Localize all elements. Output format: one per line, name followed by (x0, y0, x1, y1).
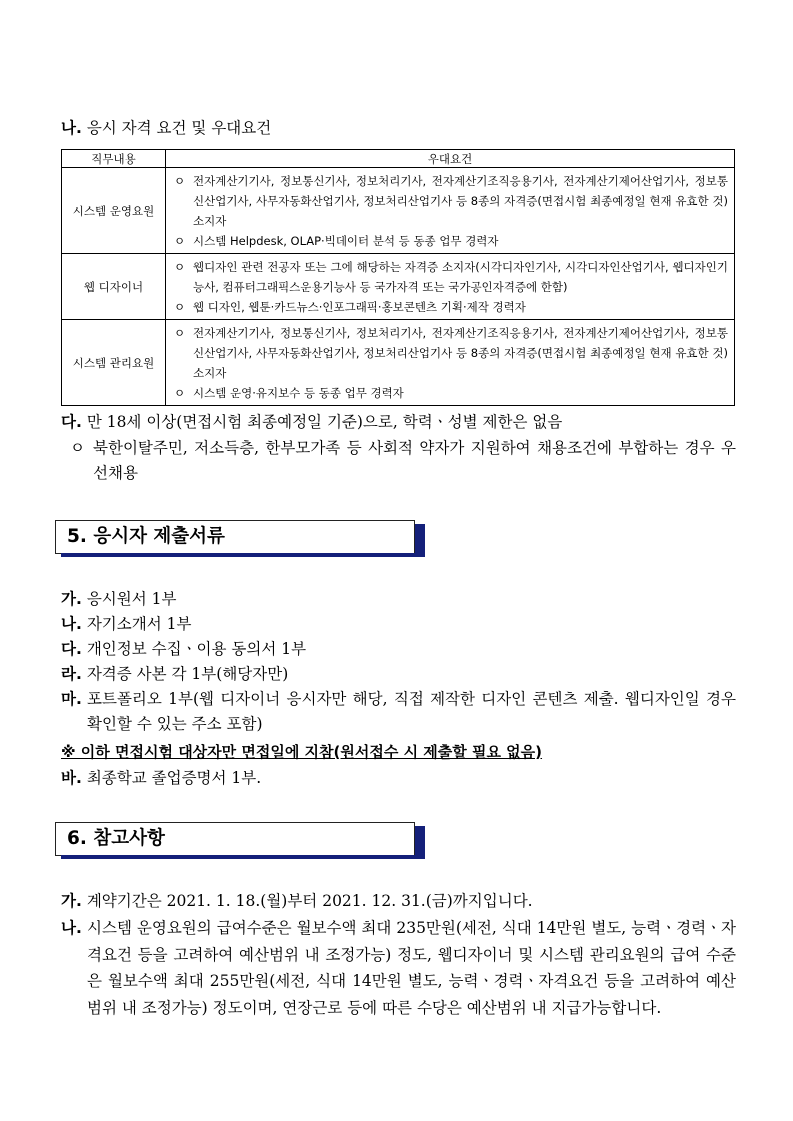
list-item-text: 웹디자인 관련 전공자 또는 그에 해당하는 자격증 소지자(시각디자인기사, 시각디자인산업기사, 웹디자인기능사, 컴퓨터그래픽스운용기능사 등 국가자격 또는 국가공인자격증에 한함) (193, 260, 728, 294)
list-item-text: 전자계산기기사, 정보통신기사, 정보처리기사, 전자계산기조직응용기사, 전자계산기제어산업기사, 정보통신산업기사, 사무자동화산업기사, 정보처리산업기사 등 8종의 자격증(면접시험 최종예정일 현재 유효한 것) 소지자 (193, 326, 728, 380)
bullet-mark: ㅇ (174, 260, 186, 274)
item-text: 만 18세 이상(면접시험 최종예정일 기준)으로, 학력ㆍ성별 제한은 없음 (86, 413, 563, 431)
requirements-table (61, 149, 735, 406)
priority-hiring-note (70, 436, 736, 486)
list-item (61, 637, 306, 662)
item-label: 다. (61, 413, 82, 431)
table-cell-conditions (166, 320, 735, 406)
item-text: 응시원서 1부 (86, 590, 177, 608)
section-5-header (55, 520, 415, 554)
bullet-mark: ㅇ (174, 386, 186, 400)
item-text: 북한이탈주민, 저소득층, 한부모가족 등 사회적 약자가 지원하여 채용조건에 부합하는 경우 우선채용 (93, 439, 736, 482)
section-6-header (55, 822, 415, 856)
table-header-job: 직무내용 (62, 150, 166, 168)
section-title: 5. 응시자 제출서류 (67, 526, 225, 547)
list-item (174, 297, 728, 317)
list-item (61, 587, 176, 612)
list-item-text: 시스템 Helpdesk, OLAP·빅데이터 분석 등 동종 업무 경력자 (193, 234, 499, 248)
table-row (62, 168, 735, 254)
item-text: 최종학교 졸업증명서 1부. (86, 769, 262, 787)
item-text: 시스템 운영요원의 급여수준은 월보수액 최대 235만원(세전, 식대 14만원 별도, 능력ㆍ경력ㆍ자격요건 등을 고려하여 예산범위 내 조정가능) 정도, 웹디자이너 및 시스템 관리요원의 급여 수준은 월보수액 최대 255만원(세전, 식대 14만원 별도, 능력ㆍ경력ㆍ자격요건 등을 고려하여 예산범위 내 조정가능) 정도이며, 연장근로 등에 따른 수당은 예산범위 내 지급가능합니다. (87, 919, 736, 1017)
item-label: 나. (61, 919, 82, 937)
table-cell-job: 시스템 관리요원 (62, 320, 166, 406)
table-cell-conditions (166, 254, 735, 320)
table-cell-job: 웹 디자이너 (62, 254, 166, 320)
list-item (61, 889, 533, 914)
list-item (174, 257, 728, 297)
table-header-row (62, 150, 735, 168)
list-item (61, 687, 736, 737)
table-cell-job: 시스템 운영요원 (62, 168, 166, 254)
item-label: 바. (61, 769, 82, 787)
item-text: 자기소개서 1부 (86, 615, 192, 633)
item-text: 응시 자격 요건 및 우대요건 (86, 119, 272, 137)
list-item (61, 662, 288, 687)
list-item-text: 웹 디자인, 웹툰·카드뉴스·인포그래픽·홍보콘텐츠 기획·제작 경력자 (193, 300, 526, 314)
list-item (174, 323, 728, 383)
item-label: 다. (61, 640, 82, 658)
item-label: 나. (61, 615, 82, 633)
bullet-mark: ㅇ (174, 174, 186, 188)
section-title: 6. 참고사항 (67, 828, 165, 849)
table-cell-conditions (166, 168, 735, 254)
item-text: 개인정보 수집ㆍ이용 동의서 1부 (86, 640, 307, 658)
list-item (174, 383, 728, 403)
bullet-mark: ㅇ (174, 300, 186, 314)
list-item (174, 171, 728, 231)
list-item-text: 전자계산기기사, 정보통신기사, 정보처리기사, 전자계산기조직응용기사, 전자계산기제어산업기사, 정보통신산업기사, 사무자동화산업기사, 정보처리산업기사 등 8종의 자격증(면접시험 최종예정일 현재 유효한 것) 소지자 (193, 174, 728, 228)
table-row (62, 254, 735, 320)
item-label: 라. (61, 665, 82, 683)
list-item (61, 915, 736, 1021)
item-label: 가. (61, 892, 82, 910)
bullet-mark: ㅇ (174, 234, 186, 248)
item-label: 마. (61, 690, 82, 708)
item-label: 가. (61, 590, 82, 608)
item-label: 나. (61, 119, 82, 137)
interview-note: ※ 이하 면접시험 대상자만 면접일에 지참(원서접수 시 제출할 필요 없음) (61, 743, 543, 761)
item-text: 계약기간은 2021. 1. 18.(월)부터 2021. 12. 31.(금)까지입니다. (86, 892, 533, 910)
bullet-mark: ㅇ (174, 326, 186, 340)
list-item (61, 766, 261, 791)
bullet-mark: ㅇ (70, 439, 85, 457)
age-requirement (61, 410, 562, 435)
list-item-text: 시스템 운영·유지보수 등 동종 업무 경력자 (193, 386, 404, 400)
section-heading-qualifications (61, 116, 271, 141)
item-text: 포트폴리오 1부(웹 디자이너 응시자만 해당, 직접 제작한 디자인 콘텐츠 제출. 웹디자인일 경우 확인할 수 있는 주소 포함) (87, 690, 736, 733)
table-header-preference: 우대요건 (166, 150, 735, 168)
list-item (61, 612, 191, 637)
item-text: 자격증 사본 각 1부(해당자만) (86, 665, 289, 683)
list-item (174, 231, 728, 251)
table-row (62, 320, 735, 406)
